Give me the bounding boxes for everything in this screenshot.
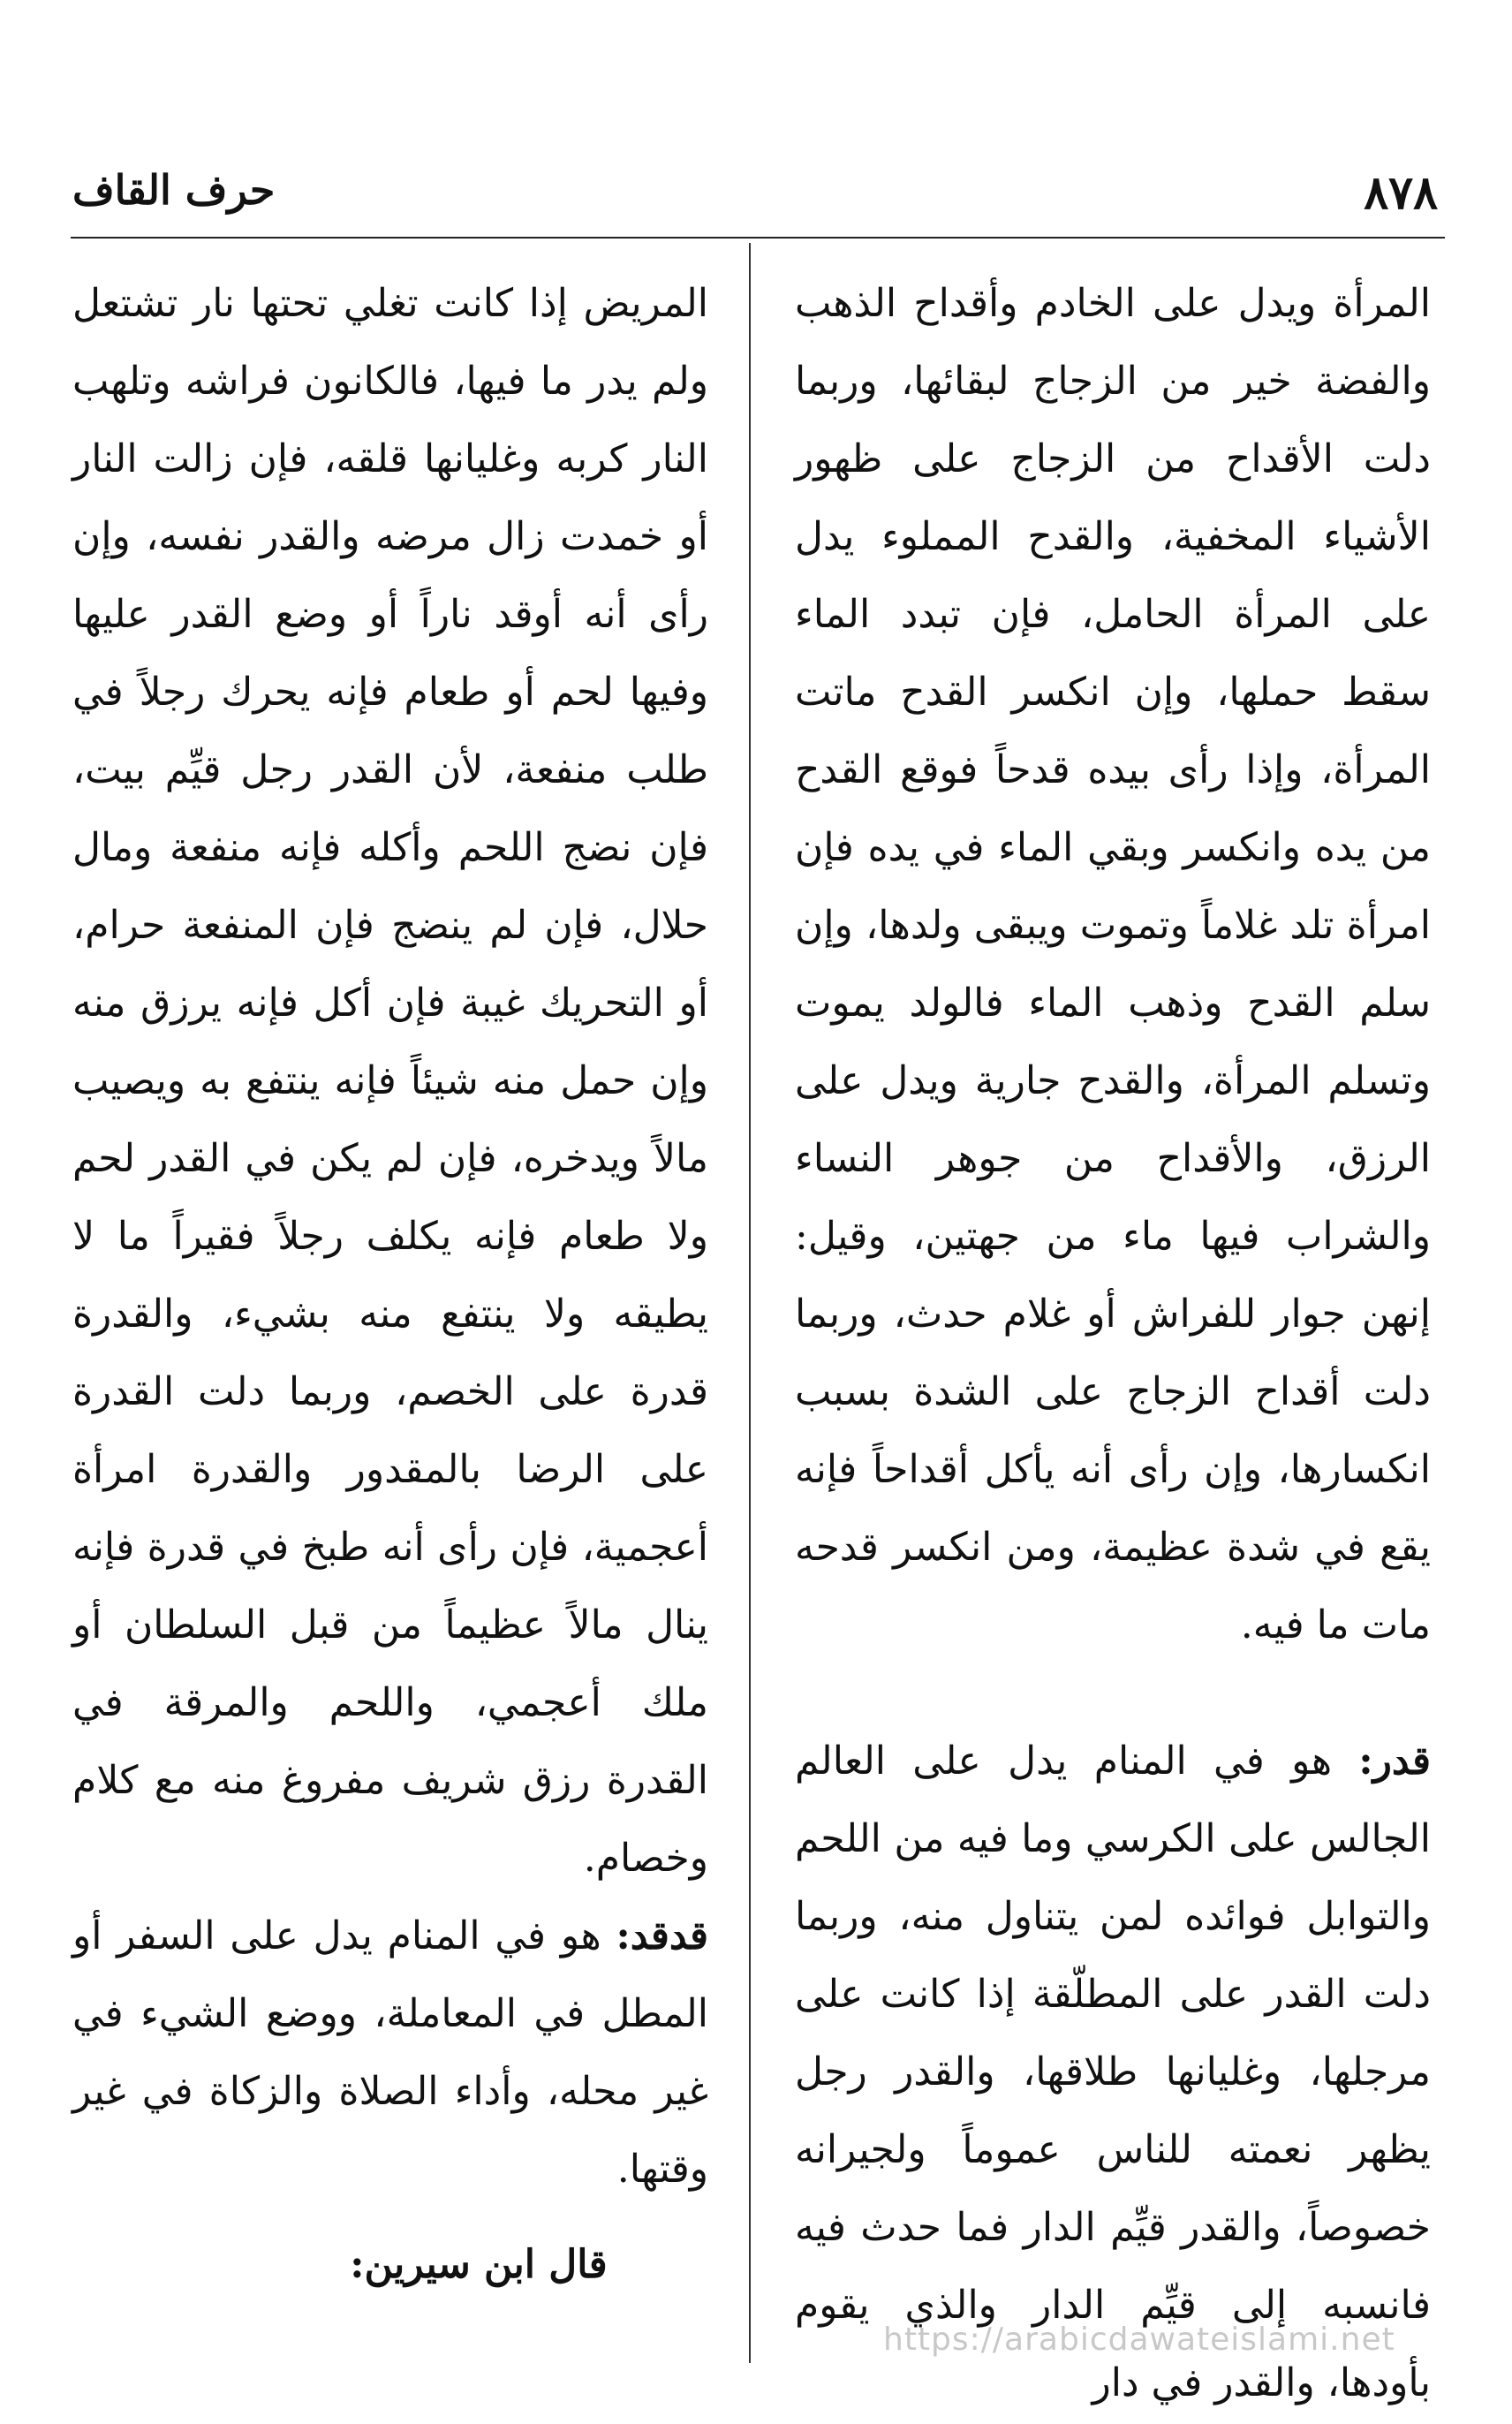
entry-qadqad: [72, 1898, 708, 2208]
entry-qidr: [795, 1723, 1431, 2422]
paragraph-gap: [72, 2208, 708, 2226]
watermark: https://arabicdawateislami.net: [883, 2322, 1395, 2358]
entry-term: قدر:: [1358, 1738, 1431, 1784]
entry-term: قدقد:: [616, 1913, 708, 1958]
column-divider: [749, 243, 751, 2363]
paragraph: المريض إذا كانت تغلي تحتها نار تشتعل ولم يدر ما فيها، فالكانون فراشه وتلهب النار كربه وغليانها قلقه، فإن زالت النار أو خمدت زال مرضه والقدر نفسه، وإن رأى أنه أوقد ناراً أو وضع القدر عليها وفيها لحم أو طعام فإنه يحرك رجلاً في طلب منفعة، لأن القدر رجل قيِّم بيت، فإن نضج اللحم وأكله فإنه منفعة ومال حلال، فإن لم ينضج فإن المنفعة حرام، أو التحريك غيبة فإن أكل فإنه يرزق منه وإن حمل منه شيئاً فإنه ينتفع به ويصيب مالاً ويدخره، فإن لم يكن في القدر لحم ولا طعام فإنه يكلف رجلاً فقيراً ما لا يطيقه ولا ينتفع منه بشيء، والقدرة قدرة على الخصم، وربما دلت القدرة على الرضا بالمقدور والقدرة امرأة أعجمية، فإن رأى أنه طبخ في قدرة فإنه ينال مالاً عظيماً من قبل السلطان أو ملك أعجمي، واللحم والمرقة في القدرة رزق شريف مفروغ منه مع كلام وخصام.: [72, 281, 708, 1881]
left-column: [72, 265, 708, 2304]
page-number: ٨٧٨: [1364, 166, 1438, 220]
header-rule: [71, 237, 1445, 239]
entry-text: هو في المنام يدل على العالم الجالس على الكرسي وما فيه من اللحم والتوابل فوائده لمن يتناول منه، وربما دلت القدر على المطلّقة إذا كانت على مرجلها، وغليانها طلاقها، والقدر رجل يظهر نعمته للناس عموماً ولجيرانه خصوصاً، والقدر قيِّم الدار فما حدث فيه فانسبه إلى قيِّم الدار والذي يقوم بأودها، والقدر في دار: [795, 1738, 1431, 2405]
paragraph: المرأة ويدل على الخادم وأقداح الذهب والفضة خير من الزجاج لبقائها، وربما دلت الأقداح من الزجاج على ظهور الأشياء المخفية، والقدح المملوء يدل على المرأة الحامل، فإن تبدد الماء سقط حملها، وإن انكسر القدح ماتت المرأة، وإذا رأى بيده قدحاً فوقع القدح من يده وانكسر وبقي الماء في يده فإن امرأة تلد غلاماً وتموت ويبقى ولدها، وإن سلم القدح وذهب الماء فالولد يموت وتسلم المرأة، والقدح جارية ويدل على الرزق، والأقداح من جوهر النساء والشراب فيها ماء من جهتين، وقيل: إنهن جوار للفراش أو غلام حدث، وربما دلت أقداح الزجاج على الشدة بسبب انكسارها، وإن رأى أنه يأكل أقداحاً فإنه يقع في شدة عظيمة، ومن انكسر قدحه مات ما فيه.: [795, 281, 1431, 1648]
entry-text: هو في المنام يدل على السفر أو المطل في المعاملة، ووضع الشيء في غير محله، وأداء الصلاة والزكاة في غير وقتها.: [72, 1913, 708, 2192]
attribution: قال ابن سيرين:: [350, 2242, 608, 2287]
running-head: حرف القاف: [72, 166, 276, 214]
paragraph-gap: [795, 1664, 1431, 1723]
right-column: [795, 265, 1431, 2422]
